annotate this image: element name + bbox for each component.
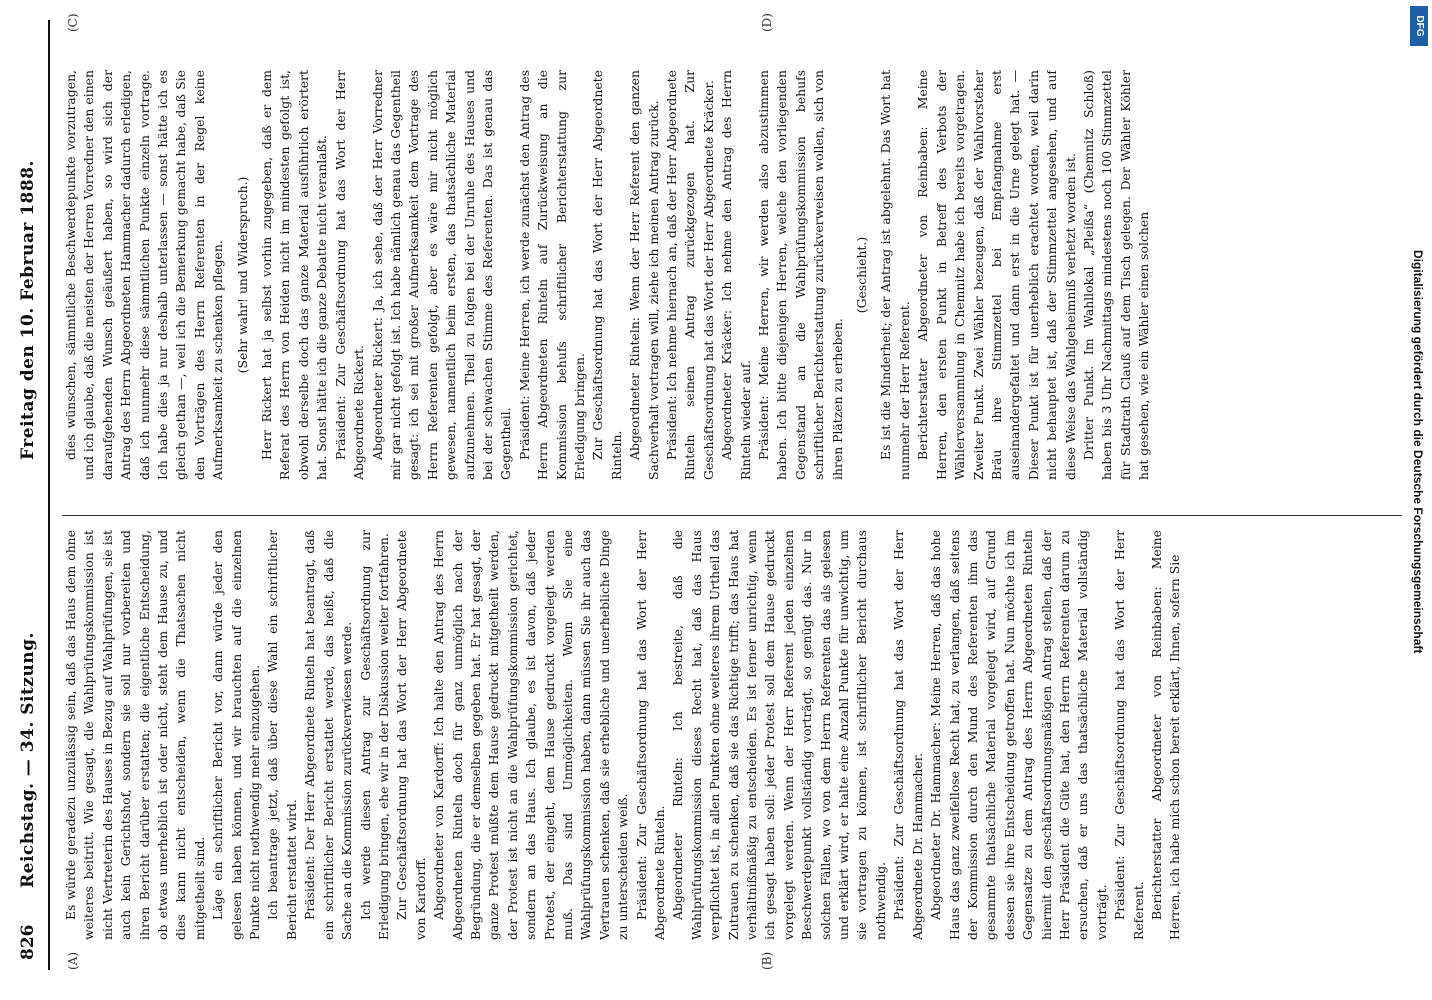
margin-mark-c: (C) bbox=[66, 13, 80, 32]
column-divider bbox=[62, 515, 1402, 516]
dfg-logo: DFG bbox=[1410, 6, 1428, 46]
digitization-note: Digitalisierung gefördert durch die Deutsche Forschungsgemeinschaft bbox=[1411, 250, 1425, 654]
paragraph: Präsident: Zur Geschäftsordnung hat das Wort der Herr Abgeordnete Dr. Hammacher. bbox=[891, 530, 925, 940]
paragraph: Abgeordneter Rinteln: Wenn der Herr Referent den ganzen Sachverhalt vortragen will, ziehe ich meinen Antrag zurück. bbox=[627, 70, 661, 480]
paragraph: Läge ein schriftlicher Bericht vor, dann würde jeder den gelesen haben können, und wir brauchten auf die einzelnen Punkte nicht nothwendig mehr einzugehen. bbox=[210, 530, 263, 940]
paragraph: Ich werde diesen Antrag zur Geschäftsordnung zur Erledigung bringen, ehe wir in der Diskussion weiter fortfahren. bbox=[357, 530, 391, 940]
paragraph: Berichterstatter Abgeordneter von Reinbaben: Meine Herren, den ersten Punkt in Betreff des Verbots der Wählerversammlung in Chemnitz habe ich bereits vorgetragen. Zweiter Punkt. Zwei Wähler bezeugen, daß der Wahlvorsteher Bräu ihre Stimmzettel bei Empfangnahme erst auseinandergefaltet und dann erst in die Urne gelegt hat. — Dieser Punkt ist für unerheblich erachtet worden, weil darin nicht behauptet ist, daß der Stimmzettel angesehen, und auf diese Weise das Wahlgeheimniß verletzt worden ist. bbox=[915, 70, 1078, 480]
paragraph: Ich beantrage jetzt, daß über diese Wahl ein schriftlicher Bericht erstattet wird. bbox=[265, 530, 299, 940]
left-column bbox=[62, 530, 1412, 940]
paragraph: Abgeordneter Rickert: Ja, ich sehe, daß der Herr Vorredner mir gar nicht gefolgt ist. Ich habe nämlich genau das Gegentheil gesagt: ich sei mit großer Aufmerksamkeit dem Vortrage des Herrn Referenten gefolgt, aber es wäre mir nicht möglich gewesen, namentlich beim ersten, das thatsächliche Material aufzunehmen. Theil zu folgen bei der Unruhe des Hauses und bei der schwachen Stimme des Referenten. Das ist genau das Gegentheil. bbox=[369, 70, 514, 480]
paragraph: Präsident: Meine Herren, ich werde zunächst den Antrag des Herrn Abgeordneten Rinteln auf Zurückweisung an die Kommission behufs schriftlicher Berichterstattung zur Erledigung bringen. bbox=[516, 70, 587, 480]
right-column bbox=[62, 70, 1412, 480]
paragraph: Abgeordneter Kräcker: Ich nehme den Antrag des Herrn Rinteln wieder auf. bbox=[719, 70, 753, 480]
paragraph: Abgeordneter Rinteln: Ich bestreite, daß die Wahlprüfungskommission dieses Recht hat, daß das Haus verpflichtet ist, in allen Punkten ohne weiteres ihrem Urtheil das Zutrauen zu schenken, daß sie das Richtige trifft; das Haus hat verhältnißmäßig zu entscheiden. Es ist ferner unrichtig, wenn ich gesagt haben soll: jeder Protest soll dem Hause gedruckt vorgelegt werden. Wenn der Herr Referent jeden einzelnen Beschwerdepunkt vollständig vorträgt, so genügt das. Nur in solchen Fällen, wo von dem Herrn Referenten das als gelesen und erklärt wird, er halte eine Anzahl Punkte für unwichtig, um sie vortragen zu können, ist schriftlicher Bericht durchaus nothwendig. bbox=[670, 530, 888, 940]
paragraph: Präsident: Meine Herren, wir werden also abzustimmen haben. Ich bitte diejenigen Herren, welche den vorliegenden Gegenstand an die Wahlprüfungskommission behufs schriftlicher Berichterstattung zurückverweisen wollen, sich von ihren Plätzen zu erheben. bbox=[756, 70, 845, 480]
header-right-title: Freitag den 10. Februar 1888. bbox=[18, 160, 38, 460]
paragraph: Berichterstatter Abgeordneter von Reinbaben: Meine Herren, ich habe mich schon bereit erklärt, Ihnen, sofern Sie bbox=[1148, 530, 1183, 940]
margin-mark-b: (B) bbox=[760, 951, 774, 970]
paragraph: Es ist die Minderheit; der Antrag ist abgelehnt. Das Wort hat nunmehr der Herr Referent. bbox=[878, 70, 912, 480]
paragraph: Präsident: Der Herr Abgeordnete Rinteln hat beantragt, daß ein schriftlicher Bericht erstattet werde, das heißt, daß die Sache an die Kommission zurückverwiesen werde. bbox=[302, 530, 355, 940]
paragraph: Zur Geschäftsordnung hat das Wort der Herr Abgeordnete Rinteln. bbox=[590, 70, 624, 480]
paragraph: Präsident: Zur Geschäftsordnung hat das Wort der Herr Referent. bbox=[1112, 530, 1146, 940]
header-rule bbox=[48, 20, 50, 970]
paragraph: Zur Geschäftsordnung hat das Wort der Herr Abgeordnete von Kardorff. bbox=[394, 530, 428, 940]
page-number: 826 bbox=[18, 924, 38, 960]
paragraph: Präsident: Zur Geschäftsordnung hat das Wort der Herr Abgeordnete Rinteln. bbox=[633, 530, 667, 940]
interjection: (Geschieht.) bbox=[854, 236, 870, 314]
paragraph: Präsident: Zur Geschäftsordnung hat das Wort der Herr Abgeordnete Rickert. bbox=[332, 70, 367, 480]
paragraph: dies wünschen, sämmtliche Beschwerdepunkte vorzutragen, und ich glaube, daß die meisten der Herren Vorredner den einen daraufgehenden Wunsch geäußert haben, so wird sich der Antrag des Herrn Abgeordneten Hammacher dadurch erledigen, daß ich nunmehr diese sämmtlichen Punkte einzeln vortrage. Ich habe dies ja nur deshalb unterlassen — sonst hätte ich es gleich gethan —, weil ich die Bemerkung gemacht habe, daß Sie den Vorträgen des Herrn Referenten in der Regel keine Aufmerksamkeit zu schenken pflegen. bbox=[63, 70, 226, 480]
paragraph: Herr Rickert hat ja selbst vorhin zugegeben, daß er dem Referat des Herrn von Heiden nicht im mindesten gefolgt ist, obwohl derselbe doch das ganze Material ausführlich erörtert hat. Sonst hätte ich die ganze Debatte nicht veranlaßt. bbox=[259, 70, 330, 480]
paragraph: Präsident: Ich nehme hiernach an, daß der Herr Abgeordnete Rinteln seinen Antrag zurückgezogen hat. Zur Geschäftsordnung hat das Wort der Herr Abgeordnete Kräcker. bbox=[664, 70, 716, 480]
margin-mark-a: (A) bbox=[66, 951, 80, 970]
paragraph: Abgeordneter von Kardorff: Ich halte den Antrag des Herrn Abgeordneten Rinteln doch für ganz unmöglich nach der Begründung, die er demselben gegeben hat. Er hat gesagt, der ganze Protest müßte dem Hause gedruckt mitgetheilt werden, der Protest ist nicht an die Wahlprüfungskommission gerichtet, sondern an das Haus. Ich glaube, es ist davon, daß jeder Protest, der eingeht, dem Hause gedruckt vorgelegt werden muß. Das sind Unmöglichkeiten. Wenn Sie eine Wahlprüfungskommission haben, dann müssen Sie ihr auch das Vertrauen schenken, daß sie erhebliche und unerhebliche Dinge zu unterscheiden weiß. bbox=[431, 530, 631, 940]
margin-mark-d: (D) bbox=[760, 13, 774, 32]
header-left-title: Reichstag. — 34. Sitzung. bbox=[18, 632, 38, 888]
paragraph: Abgeordneter Dr. Hammacher: Meine Herren, daß das hohe Haus das ganz zweifellose Recht hat, zu verlangen, daß seitens der Kommission durch den Mund des Referenten ihm das gesammte thatsächliche Material vorgelegt wird, auf Grund dessen sie ihre Entscheidung getroffen hat. Nun möchte ich im Gegensatze zu dem Antrag des Herrn Abgeordneten Rinteln hiermit den geschäftsordnungsmäßigen Antrag stellen, daß der Herr Präsident die Güte hat, den Herrn Referenten darum zu ersuchen, daß er uns das thatsächliche Material vollständig vorträgt. bbox=[928, 530, 1109, 940]
page-header bbox=[0, 0, 56, 1000]
interjection: (Sehr wahr! und Widerspruch.) bbox=[234, 176, 250, 374]
paragraph: Es würde geradezu unzulässig sein, daß das Haus dem ohne weiteres beitritt. Wie gesagt, die Wahlprüfungskommission ist nicht Vertreterin des Hauses in Bezug auf Wahlprüfungen, sie ist auch kein Gerichtshof, sondern sie soll nur vorbereiten und ihren Bericht darüber erstatten; die eigentliche Entscheidung, ob etwas unerheblich ist oder nicht, steht dem Hause zu, und dies kann nicht entscheiden, wenn die Thatsachen nicht mitgetheilt sind. bbox=[63, 530, 207, 940]
paragraph: Dritter Punkt. Im Wahllokal „Pleißa“ (Chemnitz Schloß) haben bis 3 Uhr Nachmittags mindestens noch 100 Stimmzettel für Stadtrath Clauß auf dem Tisch gelegen. Der Wähler Köhler hat gesehen, wie ein Wähler einen solchen bbox=[1080, 70, 1152, 480]
